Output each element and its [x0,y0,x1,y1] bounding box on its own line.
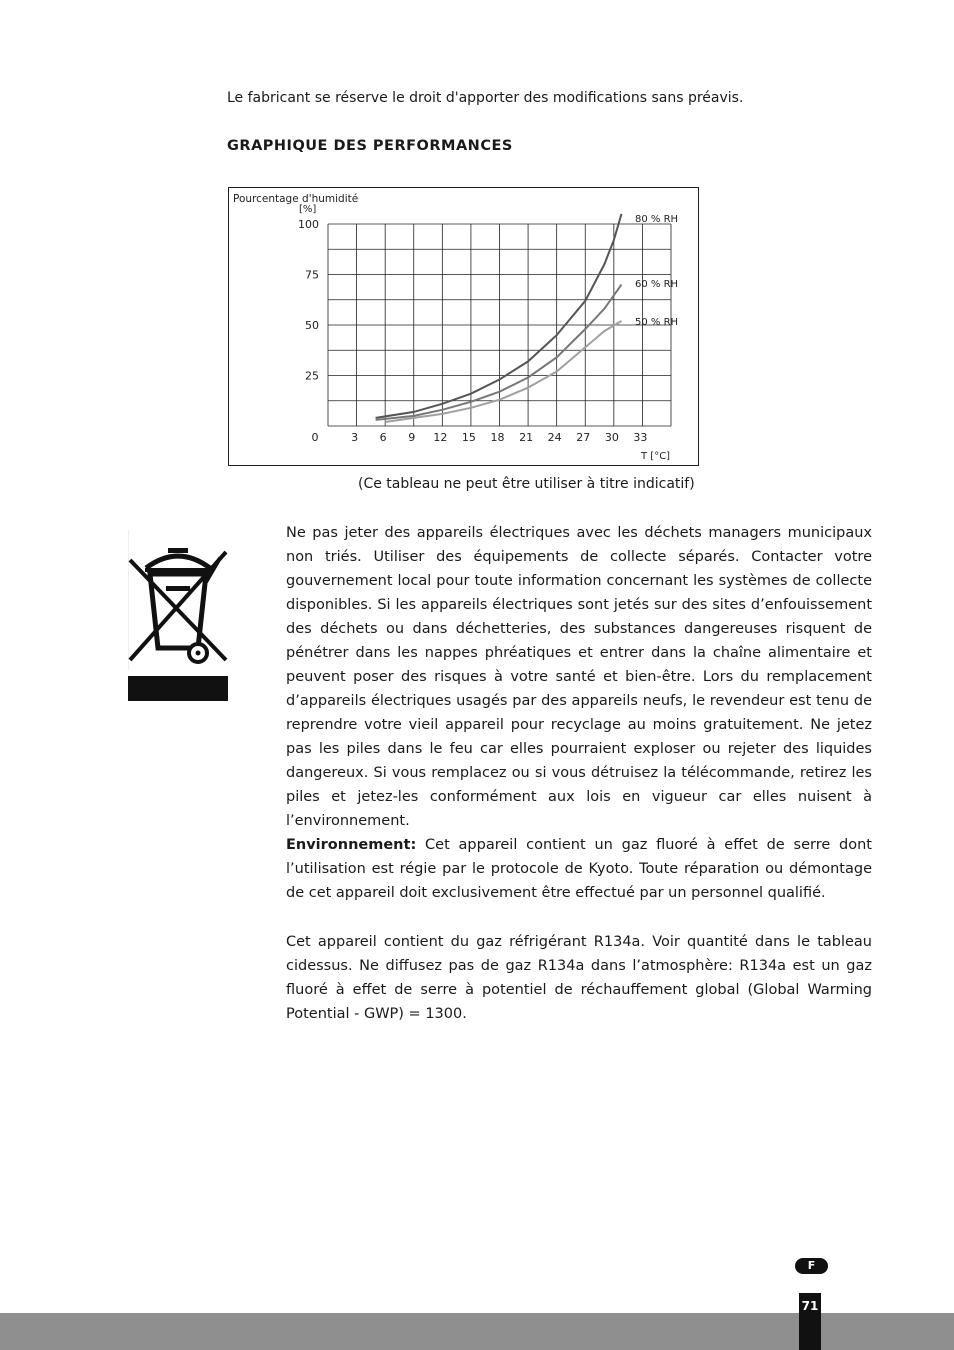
x-tick-label: 9 [408,431,416,444]
performance-chart [228,187,699,466]
language-badge: F [795,1258,828,1274]
series-line [376,214,622,418]
y-tick-label: 100 [298,218,319,231]
page-number: 71 [799,1293,821,1350]
y-tick-label: 75 [305,268,319,282]
chart-canvas [229,188,698,465]
environment-paragraph [286,833,872,905]
chart-note: (Ce tableau ne peut être utiliser à titre indicatif) [358,476,695,492]
series-line [385,321,621,422]
series-label: 50 % RH [635,317,679,328]
y-axis-label: Pourcentage d'humidité [233,193,359,205]
weee-bin-icon [128,530,228,702]
chart-series [376,214,678,422]
x-tick-label: 30 [604,431,619,444]
y-axis-unit: [%] [299,204,317,215]
x-axis-label: T [°C] [641,451,671,462]
x-tick-label: 6 [379,431,387,444]
x-tick-label: 0 [311,431,319,444]
section-heading: GRAPHIQUE DES PERFORMANCES [227,138,513,154]
x-tick-label: 21 [519,431,534,444]
weee-paragraph: Ne pas jeter des appareils électriques avec les déchets managers municipaux non triés. Utiliser des équipements de collecte séparés. Contacter votre gouvernement local pour toute information concernant les systèmes de collecte disponibles. Si les appareils électriques sont jetés sur des sites d’enfouissement des déchets ou dans déchetteries, des substances dangereuses risquent de pénétrer dans les nappes phréatiques et entrer dans la chaîne alimentaire et peuvent poser des risques à votre santé et bien-être. Lors du remplacement d’appareils électriques usagés par des appareils neufs, le revendeur est tenu de reprendre votre vieil appareil pour recyclage au moins gratuitement. Ne jetez pas les piles dans le feu car elles pourraient exploser ou rejeter des liquides dangereux. Si vous remplacez ou si vous détruisez la télécommande, retirez les piles et jetez-les conformément aux lois en vigueur car elles nuisent à l’environnement. [286,525,872,829]
x-tick-label: 15 [461,431,476,444]
y-tick-label: 25 [305,369,319,383]
environment-text: Cet appareil contient un gaz fluoré à effet de serre dont l’utilisation est régie par le protocole de Kyoto. Toute réparation ou démontage de cet appareil doit exclusivement être effectué par un personnel qualifié. [286,837,872,901]
x-tick-label: 27 [576,431,591,444]
series-label: 80 % RH [635,214,679,225]
refrigerant-paragraph: Cet appareil contient du gaz réfrigérant R134a. Voir quantité dans le tableau cidessus. Ne diffusez pas de gaz R134a dans l’atmosphère: R134a est un gaz fluoré à effet de serre à potentiel de réchauffement global (Global Warming Potential - GWP) = 1300. [286,934,872,1022]
y-tick-label: 50 [305,319,319,332]
x-tick-label: 33 [633,431,648,444]
chart-grid [328,224,671,426]
chart-ticks [298,218,647,444]
environment-label: Environnement: [286,837,417,853]
x-tick-label: 24 [547,431,562,444]
x-tick-label: 12 [433,431,448,444]
x-tick-label: 18 [490,431,505,444]
series-label: 60 % RH [635,279,679,290]
intro-text: Le fabricant se réserve le droit d'apporter des modifications sans préavis. [227,90,744,106]
x-tick-label: 3 [351,431,359,444]
